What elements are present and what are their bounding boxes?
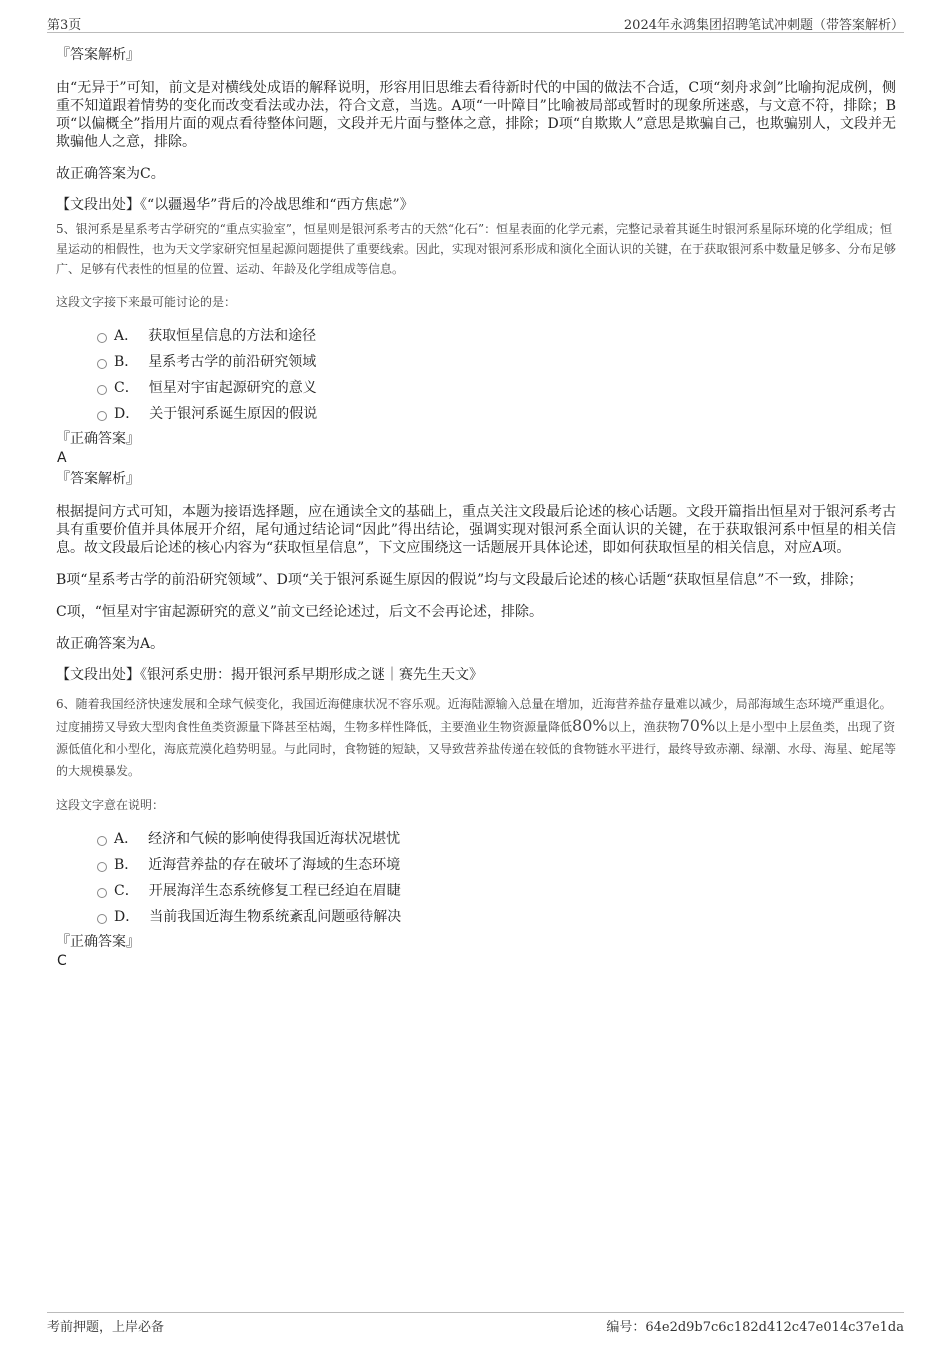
option-letter: B． bbox=[114, 354, 139, 370]
question-6-options bbox=[56, 826, 896, 930]
page-header bbox=[47, 12, 904, 33]
document-title: 2024年永鸿集团招聘笔试冲刺题（带答案解析） bbox=[623, 18, 904, 33]
question-6-text-part: 以上是小型中上层鱼类，出现了资源低值化和小型化，海底荒漠化趋势明显。与此同时，食物链的短缺，又导致营养盐传递在较低的食物链水平进行，最终导致赤潮、绿潮、水母、海星、蛇尾等的大规模暴发。 bbox=[56, 720, 897, 778]
source-citation: 【文段出处】《银河系史册：揭开银河系早期形成之谜｜赛先生天文》 bbox=[56, 667, 483, 683]
option-text: 星系考古学的前沿研究领域 bbox=[148, 354, 317, 370]
radio-icon[interactable] bbox=[97, 888, 107, 898]
option-letter: D． bbox=[114, 406, 140, 422]
option-letter: A． bbox=[114, 831, 139, 847]
analysis-paragraph: 根据提问方式可知，本题为接语选择题，应在通读全文的基础上，重点关注文段最后论述的核心话题。文段开篇指出恒星对于银河系考古具有重要价值并具体展开介绍，尾句通过结论词“因此”得出结论，强调实现对银河系全面认识的关键，在于获取银河系中恒星的相关信息。故文段最后论述的核心内容为“获取恒星信息”，下文应围绕这一话题展开具体论述，即如何获取恒星的相关信息，对应A项。 bbox=[56, 504, 896, 556]
option-letter: D． bbox=[114, 909, 140, 925]
option-b[interactable] bbox=[56, 852, 896, 878]
correct-answer: C bbox=[57, 953, 67, 969]
option-text: 获取恒星信息的方法和途径 bbox=[148, 328, 317, 344]
option-letter: C． bbox=[114, 380, 139, 396]
radio-icon[interactable] bbox=[97, 862, 107, 872]
analysis-conclusion: 故正确答案为A。 bbox=[56, 636, 165, 652]
radio-icon[interactable] bbox=[97, 836, 107, 846]
question-5-prompt: 这段文字接下来最可能讨论的是： bbox=[56, 295, 237, 309]
footer-slogan: 考前押题，上岸必备 bbox=[47, 1320, 165, 1335]
page-footer bbox=[47, 1312, 904, 1333]
option-text: 恒星对宇宙起源研究的意义 bbox=[148, 380, 317, 396]
question-6-text-part: 6、随着我国经济快速发展和全球气候变化，我国近海健康状况不容乐观。近海陆源输入总量在增加，近海营养盐存量难以减少，局部海域生态环境严重退化。过度捕捞又导致大型肉食性鱼类资源量下降甚至枯竭，生物多样性降低，主要渔业生物资源量降低 bbox=[56, 697, 892, 734]
option-c[interactable] bbox=[56, 878, 896, 904]
option-b[interactable] bbox=[56, 349, 896, 375]
analysis-paragraph: B项“星系考古学的前沿研究领域”、D项“关于银河系诞生原因的假说”均与文段最后论述的核心话题“获取恒星信息”不一致，排除； bbox=[56, 572, 863, 588]
radio-icon[interactable] bbox=[97, 359, 107, 369]
analysis-conclusion: 故正确答案为C。 bbox=[56, 166, 165, 182]
option-a[interactable] bbox=[56, 826, 896, 852]
radio-icon[interactable] bbox=[97, 333, 107, 343]
correct-answer: A bbox=[57, 450, 67, 466]
analysis-label: 『答案解析』 bbox=[56, 47, 140, 63]
option-text: 开展海洋生态系统修复工程已经迫在眉睫 bbox=[148, 883, 401, 899]
question-5-options bbox=[56, 323, 896, 427]
option-text: 关于银河系诞生原因的假说 bbox=[149, 406, 318, 422]
option-c[interactable] bbox=[56, 375, 896, 401]
document-serial: 编号：64e2d9b7c6c182d412c47e014c37e1da bbox=[606, 1320, 904, 1335]
option-d[interactable] bbox=[56, 401, 896, 427]
option-text: 近海营养盐的存在破坏了海域的生态环境 bbox=[148, 857, 401, 873]
question-6-text bbox=[56, 693, 896, 782]
radio-icon[interactable] bbox=[97, 411, 107, 421]
percentage-value: 70% bbox=[679, 716, 716, 735]
option-text: 经济和气候的影响使得我国近海状况堪忧 bbox=[148, 831, 401, 847]
document-body bbox=[56, 45, 896, 970]
question-6-prompt: 这段文字意在说明： bbox=[56, 798, 165, 812]
option-letter: B． bbox=[114, 857, 139, 873]
source-citation: 【文段出处】《“以疆遏华”背后的冷战思维和“西方焦虑”》 bbox=[56, 197, 414, 213]
page-number: 第3页 bbox=[47, 18, 82, 33]
radio-icon[interactable] bbox=[97, 914, 107, 924]
analysis-paragraph: C项，“恒星对宇宙起源研究的意义”前文已经论述过，后文不会再论述，排除。 bbox=[56, 604, 544, 620]
radio-icon[interactable] bbox=[97, 385, 107, 395]
option-letter: C． bbox=[114, 883, 139, 899]
correct-answer-label: 『正确答案』 bbox=[56, 934, 140, 950]
correct-answer-label: 『正确答案』 bbox=[56, 431, 140, 447]
option-d[interactable] bbox=[56, 904, 896, 930]
question-6-text-part: 以上，渔获物 bbox=[607, 720, 680, 734]
analysis-label: 『答案解析』 bbox=[56, 471, 140, 487]
percentage-value: 80% bbox=[572, 716, 608, 735]
analysis-paragraph: 由“无异于”可知，前文是对横线处成语的解释说明，形容用旧思维去看待新时代的中国的做法不合适，C项“刻舟求剑”比喻拘泥成例，侧重不知道跟着情势的变化而改变看法或办法，符合文意，当选。A项“一叶障目”比喻被局部或暂时的现象所迷惑，与文意不符，排除；B项“以偏概全”指用片面的观点看待整体问题，文段并无片面与整体之意，排除；D项“自欺欺人”意思是欺骗自己，也欺骗别人，文段并无欺骗他人之意，排除。 bbox=[56, 80, 896, 150]
option-a[interactable] bbox=[56, 323, 896, 349]
question-5-text: 5、银河系是星系考古学研究的“重点实验室”，恒星则是银河系考古的天然“化石”：恒星表面的化学元素，完整记录着其诞生时银河系星际环境的化学组成；恒星运动的相假性，也为天文学家研究恒星起源问题提供了重要线索。因此，实现对银河系形成和演化全面认识的关键，在于获取银河系中数量足够多、分布足够广、足够有代表性的恒星的位置、运动、年龄及化学组成等信息。 bbox=[56, 222, 897, 276]
option-text: 当前我国近海生物系统紊乱问题亟待解决 bbox=[149, 909, 402, 925]
option-letter: A． bbox=[114, 328, 139, 344]
